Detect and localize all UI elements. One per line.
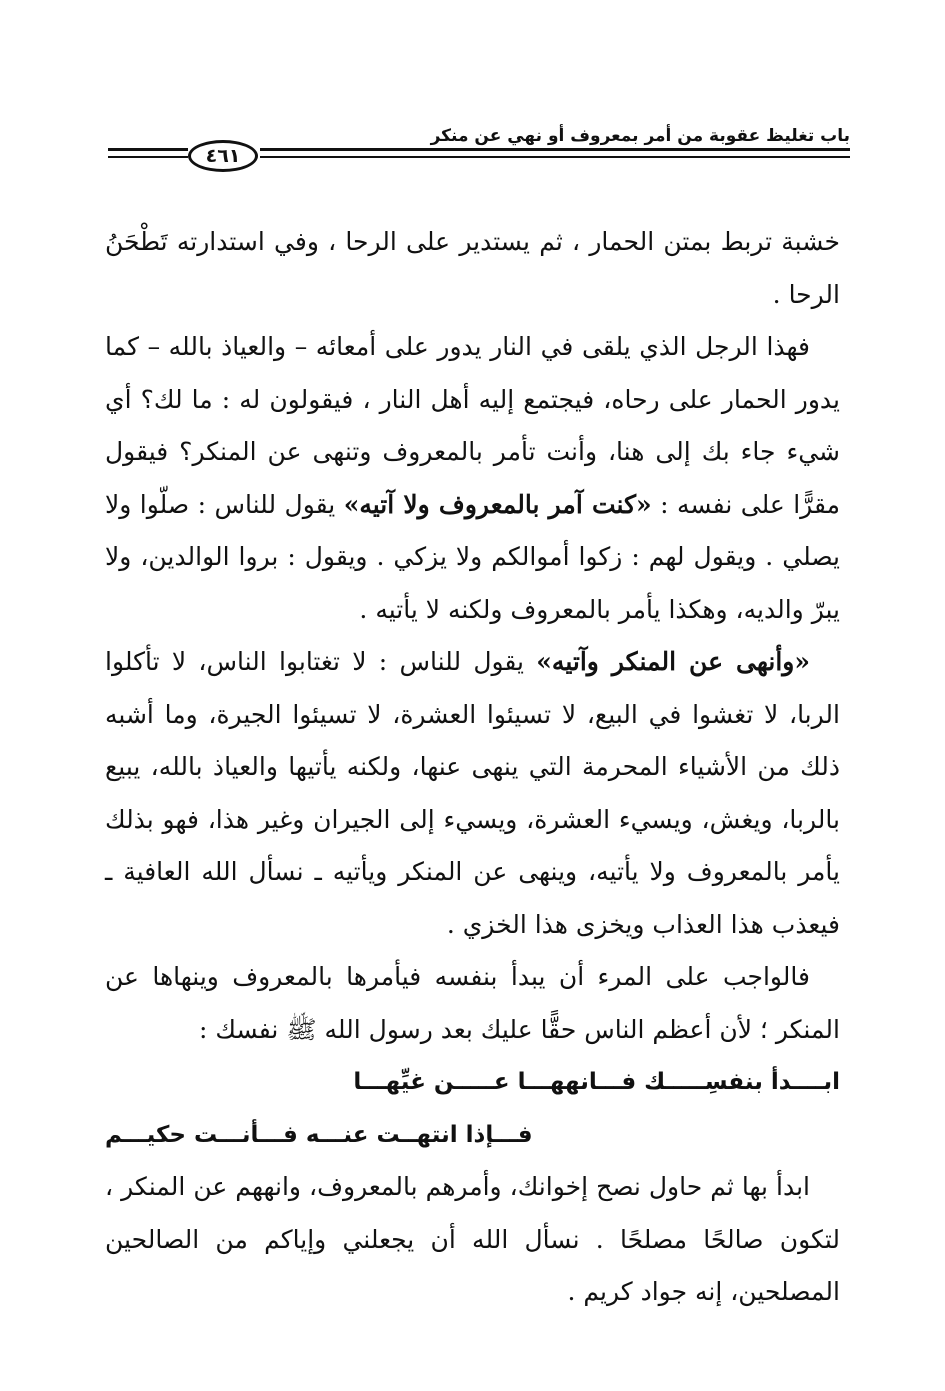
poetry-verse-1: ابــــدأ بنفسِـــــك فـــانههـــا عـــــن غيِّهـــا xyxy=(353,1069,840,1095)
paragraph-3 xyxy=(105,636,840,951)
chapter-title: باب تغليظ عقوبة من أمر بمعروف أو نهي عن منكر xyxy=(430,126,850,146)
paragraph-2-rest: يقول للناس : صلّوا ولا يصلي . ويقول لهم : زكوا أموالكم ولا يزكي . ويقول : بروا الوالدين، ولا يبرّ والديه، وهكذا يأمر بالمعروف ولكنه لا يأتيه . xyxy=(105,489,840,624)
header-rule-right-top xyxy=(260,148,850,151)
page-number xyxy=(188,140,258,172)
page-number-text: ٤٦١ xyxy=(205,145,241,167)
quote-amr-bil-maruf: «كنت آمر بالمعروف ولا آتيه» xyxy=(343,489,652,519)
paragraph-3-rest: يقول للناس : لا تغتابوا الناس، لا تأكلوا الربا، لا تغشوا في البيع، لا تسيئوا العشرة، لا تسيئوا الجيرة، وما أشبه ذلك من الأشياء المحرمة التي ينهى عنها، ولكنه يأتيها والعياذ بالله، يبيع بالربا، ويغش، ويسيء العشرة، ويسيء إلى الجيران وغير هذا، فهو بذلك يأمر بالمعروف ولا يأتيه، وينهى عن المنكر ويأتيه ـ نسأل الله العافية ـ فيعذب هذا العذاب ويخزى هذا الخزي . xyxy=(105,647,840,939)
header-rule-left-top xyxy=(108,148,188,151)
header-rule-left-bottom xyxy=(108,156,188,158)
header-rule-right-bottom xyxy=(260,156,850,158)
paragraph-1: خشبة تربط بمتن الحمار ، ثم يستدير على الرحا ، وفي استدارته تَطْحَنُ الرحا . xyxy=(105,227,840,309)
paragraph-2 xyxy=(105,321,840,636)
paragraph-4: فالواجب على المرء أن يبدأ بنفسه فيأمرها بالمعروف وينهاها عن المنكر ؛ لأن أعظم الناس حقًّا عليك بعد رسول الله ﷺ نفسك : xyxy=(105,962,840,1044)
poetry-verse-2: فـــإذا انتهــت عنـــه فـــأنـــت حكيـــم xyxy=(105,1121,533,1148)
page-header xyxy=(100,118,850,178)
quote-anha-anil-munkar: «وأنهى عن المنكر وآتيه» xyxy=(536,647,810,676)
page-body xyxy=(105,216,840,1319)
paragraph-2-text: فهذا الرجل الذي يلقى في النار يدور على أمعائه – والعياذ بالله – كما يدور الحمار على رحاه، فيجتمع إليه أهل النار ، فيقولون له : ما لك؟ أي شيء جاء بك إلى هنا، وأنت تأمر بالمعروف وتنهى عن المنكر؟ فيقول مقرًّا على نفسه : xyxy=(105,332,840,519)
paragraph-5: ابدأ بها ثم حاول نصح إخوانك، وأمرهم بالمعروف، وانههم عن المنكر ، لتكون صالحًا مصلحًا . نسأل الله أن يجعلني وإياكم من الصالحين المصلحين، إنه جواد كريم . xyxy=(105,1172,840,1306)
